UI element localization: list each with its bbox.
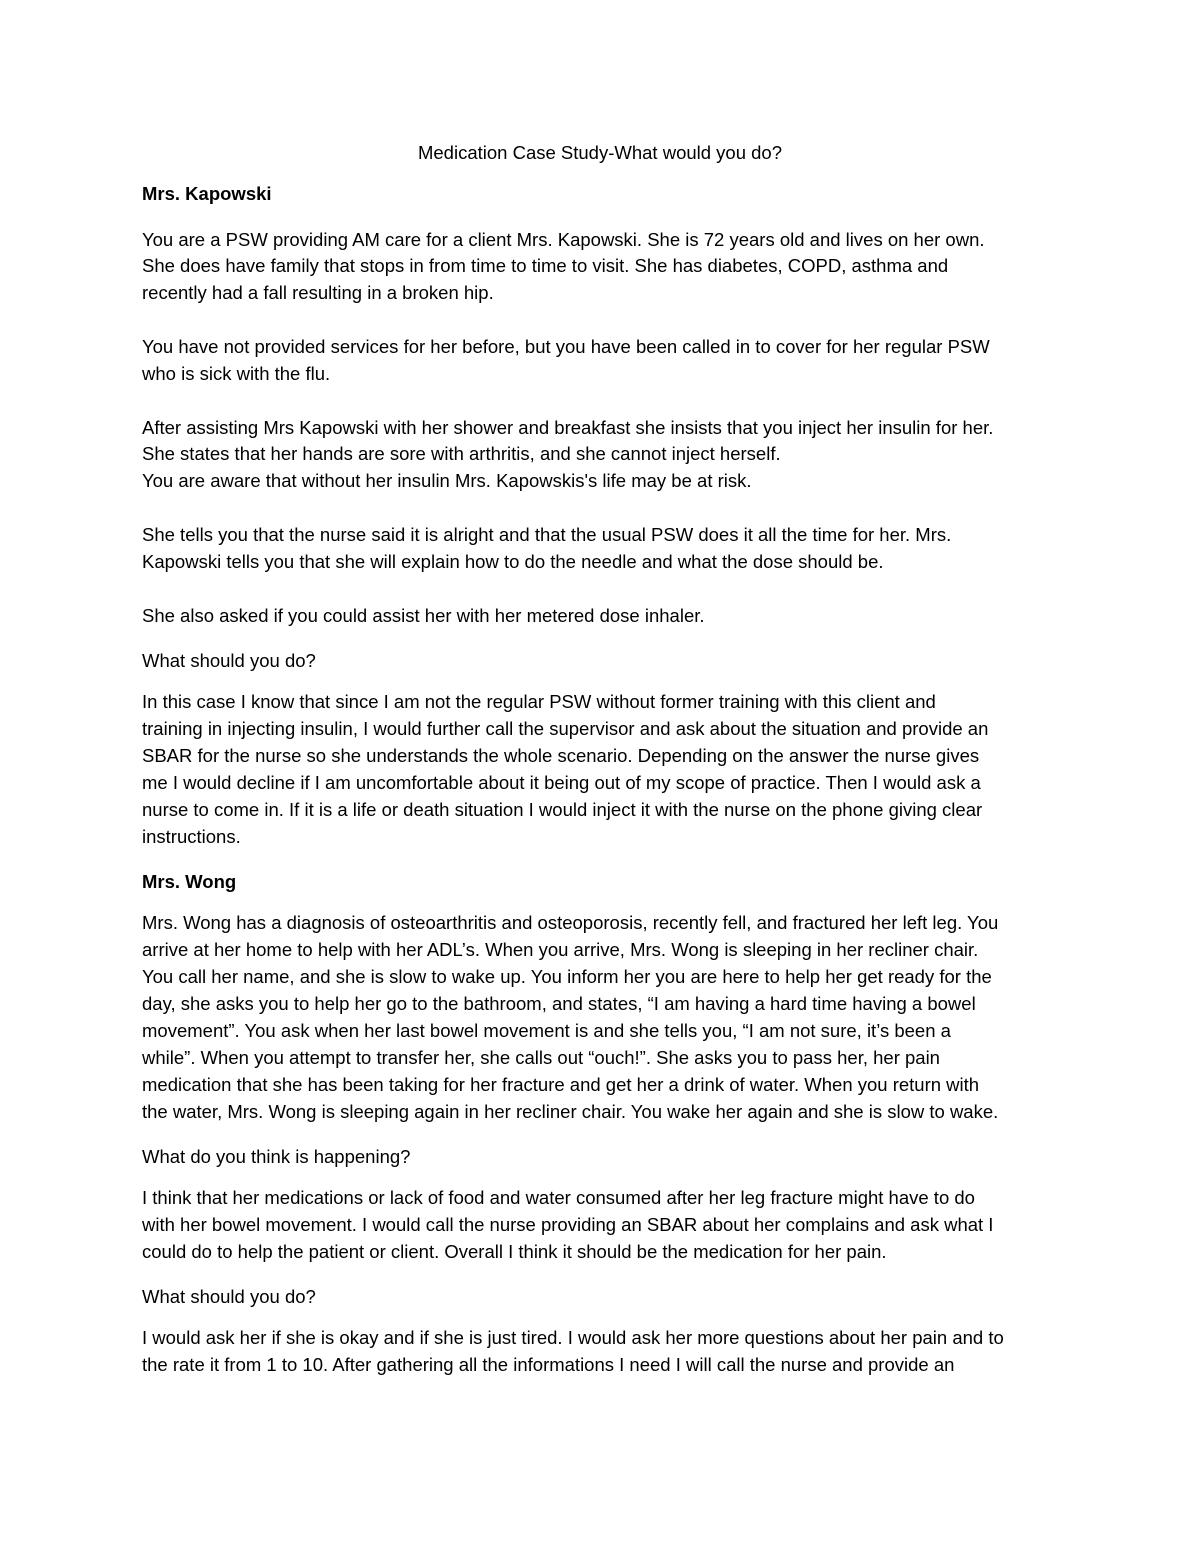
question-line: What do you think is happening? — [142, 1146, 411, 1167]
paragraph-line: You have not provided services for her before, but you have been called in to cover for her regular PSW — [142, 336, 990, 357]
case-heading-wong: Mrs. Wong — [142, 871, 237, 892]
paragraph-line: recently had a fall resulting in a broken hip. — [142, 282, 494, 303]
question-line: What should you do? — [142, 1286, 316, 1307]
paragraph-line: arrive at her home to help with her ADL’s. When you arrive, Mrs. Wong is sleeping in her recliner chair. — [142, 939, 979, 960]
answer-line: instructions. — [142, 826, 241, 847]
answer-line: I would ask her if she is okay and if she is just tired. I would ask her more questions about her pain and to — [142, 1327, 1004, 1348]
paragraph-line: You are a PSW providing AM care for a client Mrs. Kapowski. She is 72 years old and lives on her own. — [142, 229, 985, 250]
answer-line: SBAR for the nurse so she understands the whole scenario. Depending on the answer the nurse gives — [142, 745, 980, 766]
paragraph-line: Kapowski tells you that she will explain how to do the needle and what the dose should be. — [142, 551, 884, 572]
answer-line: the rate it from 1 to 10. After gathering all the informations I need I will call the nurse and provide an — [142, 1354, 955, 1375]
question-line: What should you do? — [142, 650, 316, 671]
paragraph-line: You are aware that without her insulin Mrs. Kapowskis's life may be at risk. — [142, 470, 752, 491]
paragraph-line: medication that she has been taking for her fracture and get her a drink of water. When you return with — [142, 1074, 980, 1095]
document-title: Medication Case Study-What would you do? — [417, 142, 783, 163]
answer-line: could do to help the patient or client. Overall I think it should be the medication for her pain. — [142, 1241, 887, 1262]
paragraph-line: You call her name, and she is slow to wake up. You inform her you are here to help her get ready for the — [142, 966, 992, 987]
paragraph-line: day, she asks you to help her go to the bathroom, and states, “I am having a hard time having a bowel — [142, 993, 976, 1014]
answer-line: me I would decline if I am uncomfortable about it being out of my scope of practice. Then I would ask a — [142, 772, 981, 793]
paragraph-line: She tells you that the nurse said it is alright and that the usual PSW does it all the time for her. Mrs. — [142, 524, 952, 545]
paragraph-line: After assisting Mrs Kapowski with her shower and breakfast she insists that you inject her insulin for her. — [142, 417, 994, 438]
paragraph-line: She does have family that stops in from time to time to visit. She has diabetes, COPD, asthma and — [142, 255, 949, 276]
paragraph-line: movement”. You ask when her last bowel movement is and she tells you, “I am not sure, it’s been a — [142, 1020, 951, 1041]
answer-line: nurse to come in. If it is a life or death situation I would inject it with the nurse on the phone giving clear — [142, 799, 983, 820]
answer-line: with her bowel movement. I would call the nurse providing an SBAR about her complains and ask what I — [142, 1214, 994, 1235]
paragraph-line: She also asked if you could assist her with her metered dose inhaler. — [142, 605, 705, 626]
answer-line: In this case I know that since I am not the regular PSW without former training with this client and — [142, 691, 936, 712]
answer-line: I think that her medications or lack of food and water consumed after her leg fracture might have to do — [142, 1187, 975, 1208]
case-heading-kapowski: Mrs. Kapowski — [142, 183, 272, 204]
answer-line: training in injecting insulin, I would further call the supervisor and ask about the situation and provide an — [142, 718, 989, 739]
paragraph-line: She states that her hands are sore with arthritis, and she cannot inject herself. — [142, 443, 781, 464]
paragraph-line: Mrs. Wong has a diagnosis of osteoarthritis and osteoporosis, recently fell, and fractured her left leg. You — [142, 912, 999, 933]
paragraph-line: the water, Mrs. Wong is sleeping again in her recliner chair. You wake her again and she is slow to wake. — [142, 1101, 999, 1122]
paragraph-line: who is sick with the flu. — [142, 363, 331, 384]
paragraph-line: while”. When you attempt to transfer her, she calls out “ouch!”. She asks you to pass her, her pain — [142, 1047, 940, 1068]
